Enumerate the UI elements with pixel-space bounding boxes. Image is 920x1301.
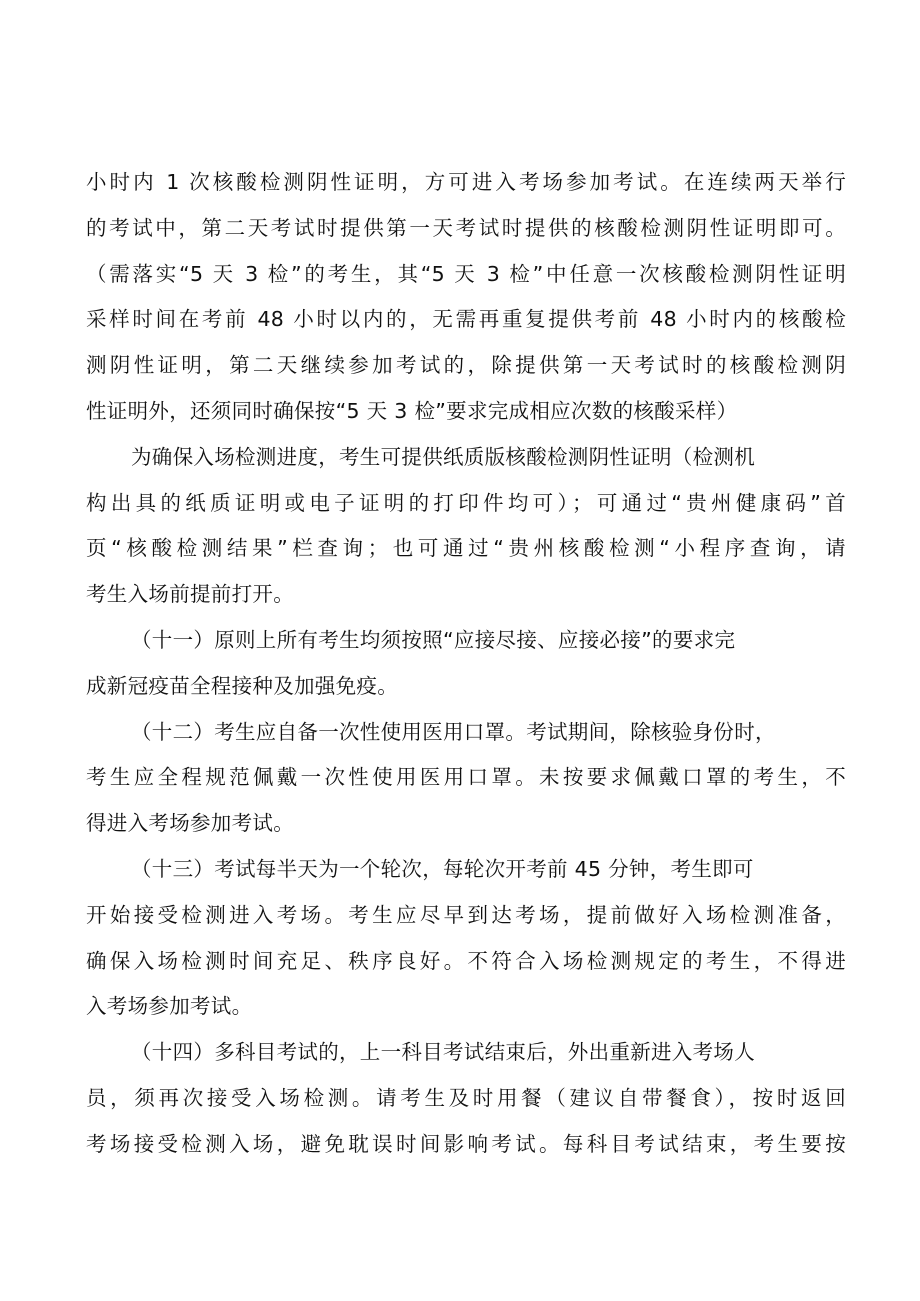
text-line: 性证明外，还须同时确保按“5 天 3 检”要求完成相应次数的核酸采样） — [86, 398, 738, 423]
text-line: （十三）考试每半天为一个轮次，每轮次开考前 45 分钟，考生即可 — [131, 856, 754, 881]
text-line: （十一）原则上所有考生均须按照“应接尽接、应接必接”的要求完 — [131, 627, 736, 652]
text-line: （十二）考生应自备一次性使用医用口罩。考试期间，除核验身份时， — [131, 719, 776, 744]
text-line: 考生入场前提前打开。 — [86, 582, 294, 607]
text-line: 测阴性证明，第二天继续参加考试的，除提供第一天考试时的核酸检测阴 — [86, 353, 846, 378]
text-line: 采样时间在考前 48 小时以内的，无需再重复提供考前 48 小时内的核酸检 — [86, 307, 846, 332]
text-line: 入考场参加考试。 — [86, 994, 253, 1019]
paragraph-item-11 — [86, 618, 846, 710]
document-body — [86, 160, 846, 1168]
paragraph-entry-check — [86, 435, 846, 618]
paragraph-item-14 — [86, 1030, 846, 1167]
text-line: 确保入场检测时间充足、秩序良好。不符合入场检测规定的考生，不得进 — [86, 948, 846, 973]
text-line: 的考试中，第二天考试时提供第一天考试时提供的核酸检测阴性证明即可。 — [86, 215, 846, 240]
text-line: 为确保入场检测进度，考生可提供纸质版核酸检测阴性证明（检测机 — [131, 444, 755, 469]
text-line: 构出具的纸质证明或电子证明的打印件均可）；可通过“贵州健康码”首 — [86, 490, 846, 515]
paragraph-item-12 — [86, 710, 846, 847]
text-line: （需落实“5 天 3 检”的考生，其“5 天 3 检”中任意一次核酸检测阴性证明 — [86, 261, 846, 286]
text-line: 得进入考场参加考试。 — [86, 811, 294, 836]
text-line: 小时内 1 次核酸检测阴性证明，方可进入考场参加考试。在连续两天举行 — [86, 170, 846, 194]
text-line: 员，须再次接受入场检测。请考生及时用餐（建议自带餐食），按时返回 — [86, 1085, 846, 1110]
paragraph-item-13 — [86, 847, 846, 1030]
text-line: 考生应全程规范佩戴一次性使用医用口罩。未按要求佩戴口罩的考生，不 — [86, 765, 846, 790]
paragraph-continued — [86, 160, 846, 435]
text-line: （十四）多科目考试的，上一科目考试结束后，外出重新进入考场人 — [131, 1040, 755, 1065]
text-line: 考场接受检测入场，避免耽误时间影响考试。每科目考试结束，考生要按 — [86, 1131, 846, 1156]
text-line: 开始接受检测进入考场。考生应尽早到达考场，提前做好入场检测准备， — [86, 902, 846, 927]
text-line: 页“核酸检测结果”栏查询；也可通过“贵州核酸检测“小程序查询，请 — [86, 536, 846, 561]
text-line: 成新冠疫苗全程接种及加强免疫。 — [86, 673, 398, 698]
